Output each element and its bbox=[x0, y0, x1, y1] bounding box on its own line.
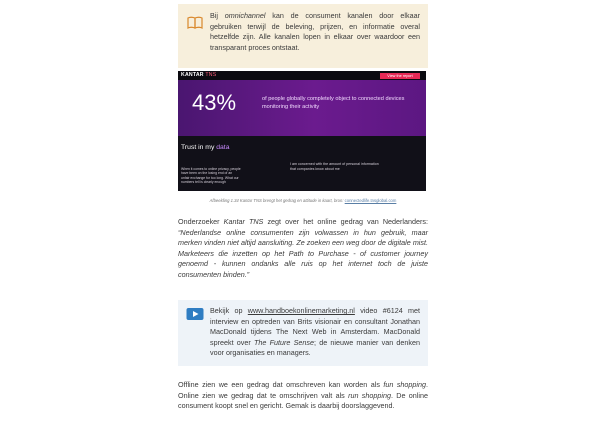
figure-quote-left: When it comes to online privacy, people have been on the losing end of an unfair exchange for too long. What our numbers tell is clearly enough bbox=[181, 167, 241, 185]
figure-quote-right: I am concerned with the amount of personal information that companies know about me bbox=[290, 162, 379, 171]
stat-value: 43% bbox=[192, 90, 237, 115]
trust-heading: Trust in my data bbox=[181, 144, 230, 151]
book-icon bbox=[187, 16, 203, 29]
handboek-link[interactable]: www.handboekonlinemarketing.nl bbox=[247, 306, 355, 315]
video-callout-text: Bekijk op www.handboekonlinemarketing.nl video #6124 met interview en optreden van Brits visionair en consultant Jonathan MacDonald tijdens The Next Web in Amsterdam. MacDonald spreekt over The Future Sense; de nieuwe manier van denken voor organisaties en managers. bbox=[210, 306, 420, 358]
figure-caption: Afbeelding 1.34 Kantar TNS brengt het gedrag en attitude in kaart, bron: connectedlife.tnsglobal.com bbox=[209, 198, 397, 203]
view-report-button[interactable]: View the report bbox=[380, 73, 420, 79]
company-name: Kantar TNS bbox=[223, 217, 264, 226]
video-callout bbox=[178, 300, 428, 366]
definition-callout bbox=[178, 4, 428, 68]
term-omnichannel: omnichannel bbox=[224, 11, 266, 20]
quote-text: “Nederlandse online consumenten zijn volwassen in hun gebruik, maar merken vinden niet altijd aansluiting. Ze zoeken een weg door de digitale mist. Marketeers die inzetten op het Path to Purchase - of customer journey genoemd - kunnen ondanks alle ruis op het internet toch de juiste consumenten binden.” bbox=[178, 227, 428, 279]
stat-description: of people globally completely object to connected devices monitoring their activity bbox=[262, 96, 405, 110]
definition-text: Bij omnichannel kan de consument kanalen door elkaar gebruiken terwijl de beleving, prijzen, en informatie overal hetzelfde zijn. Alle kanalen lopen in elkaar over waardoor een transparant proces ontstaat. bbox=[210, 11, 420, 52]
body-paragraph-1: Onderzoeker Kantar TNS zegt over het online gedrag van Nederlanders: “Nederlandse online consumenten zijn volwassen in hun gebruik, maar merken vinden niet altijd aansluiting. Ze zoeken een weg door de digitale mist. Marketeers die inzetten op het Path to Purchase - of customer journey genoemd - kunnen ondanks alle ruis op het internet toch de juiste consumenten binden.” bbox=[178, 217, 428, 279]
kantar-logo: KANTAR TNS bbox=[181, 72, 217, 78]
kantar-figure bbox=[178, 71, 426, 191]
figure-header bbox=[178, 71, 426, 80]
video-play-icon bbox=[186, 307, 204, 321]
body-paragraph-2: Offline zien we een gedrag dat omschreven kan worden als fun shopping. Online zien we gedrag dat te omschrijven valt als run shopping. De online consument koopt snel en gericht. Gemak is daarbij doorslaggevend. bbox=[178, 380, 428, 411]
caption-source-link[interactable]: connectedlife.tnsglobal.com bbox=[344, 198, 397, 203]
